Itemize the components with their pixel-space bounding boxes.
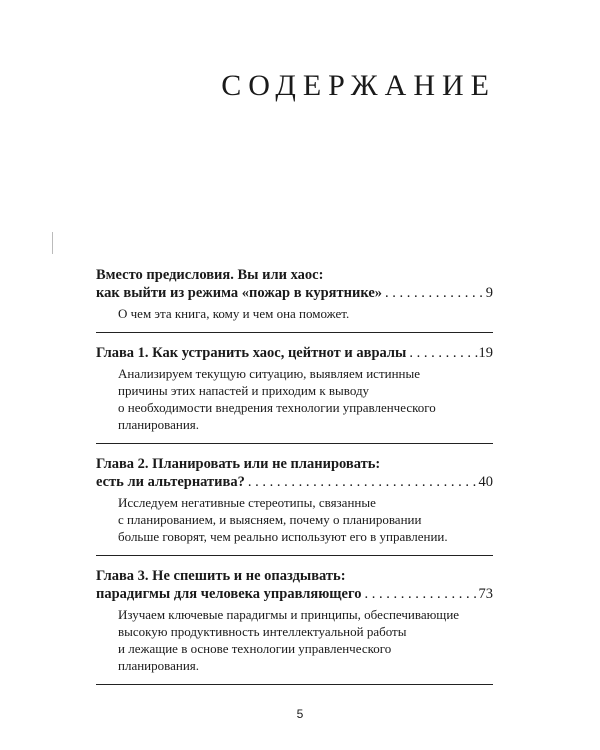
description-line: Исследуем негативные стереотипы, связанные xyxy=(118,495,376,510)
toc-entry-chapter-3[interactable] xyxy=(96,567,493,685)
description-line: планирования. xyxy=(118,658,200,673)
toc-entry-heading xyxy=(96,344,493,362)
toc-entry-description xyxy=(96,606,493,685)
toc-entry-description xyxy=(96,305,493,333)
dot-leader xyxy=(382,284,486,302)
page-folio: 5 xyxy=(296,707,304,721)
toc-entry-chapter-1[interactable] xyxy=(96,344,493,444)
page-number: 73 xyxy=(478,586,493,602)
toc-entry-description xyxy=(96,494,493,556)
table-of-contents xyxy=(96,266,493,685)
heading-line: есть ли альтернатива? xyxy=(96,474,245,490)
heading-line: парадигмы для человека управляющего xyxy=(96,586,362,602)
description-line: о необходимости внедрения технологии управленческого xyxy=(118,400,436,415)
toc-entry-description xyxy=(96,365,493,444)
heading-line: Глава 3. Не спешить и не опаздывать: xyxy=(96,568,346,584)
toc-entry-preface[interactable] xyxy=(96,266,493,333)
heading-line: Глава 1. Как устранить хаос, цейтнот и авралы xyxy=(96,345,407,361)
description-line: высокую продуктивность интеллектуальной работы xyxy=(118,624,407,639)
heading-line: Вместо предисловия. Вы или хаос: xyxy=(96,267,324,283)
description-line: причины этих напастей и приходим к выводу xyxy=(118,383,370,398)
dot-leader xyxy=(361,585,478,603)
margin-mark xyxy=(52,232,53,254)
heading-line: как выйти из режима «пожар в курятнике» xyxy=(96,285,383,301)
description-line: планирования. xyxy=(118,417,200,432)
toc-entry-heading xyxy=(96,567,493,603)
description-line: и лежащие в основе технологии управленческого xyxy=(118,641,392,656)
page-title: СОДЕРЖАНИЕ xyxy=(221,69,496,102)
toc-entry-heading xyxy=(96,455,493,491)
description-line: О чем эта книга, кому и чем она поможет. xyxy=(118,306,350,321)
toc-entry-chapter-2[interactable] xyxy=(96,455,493,556)
description-line: Анализируем текущую ситуацию, выявляем истинные xyxy=(118,366,421,381)
toc-entry-heading xyxy=(96,266,493,302)
heading-line: Глава 2. Планировать или не планировать: xyxy=(96,456,381,472)
page-number: 19 xyxy=(478,345,493,361)
dot-leader xyxy=(406,344,478,362)
page-number: 40 xyxy=(478,474,493,490)
description-line: Изучаем ключевые парадигмы и принципы, обеспечивающие xyxy=(118,607,460,622)
page-number: 9 xyxy=(485,285,493,301)
description-line: больше говорят, чем реально используют его в управлении. xyxy=(118,529,448,544)
dot-leader xyxy=(245,473,479,491)
description-line: с планированием, и выясняем, почему о планировании xyxy=(118,512,422,527)
